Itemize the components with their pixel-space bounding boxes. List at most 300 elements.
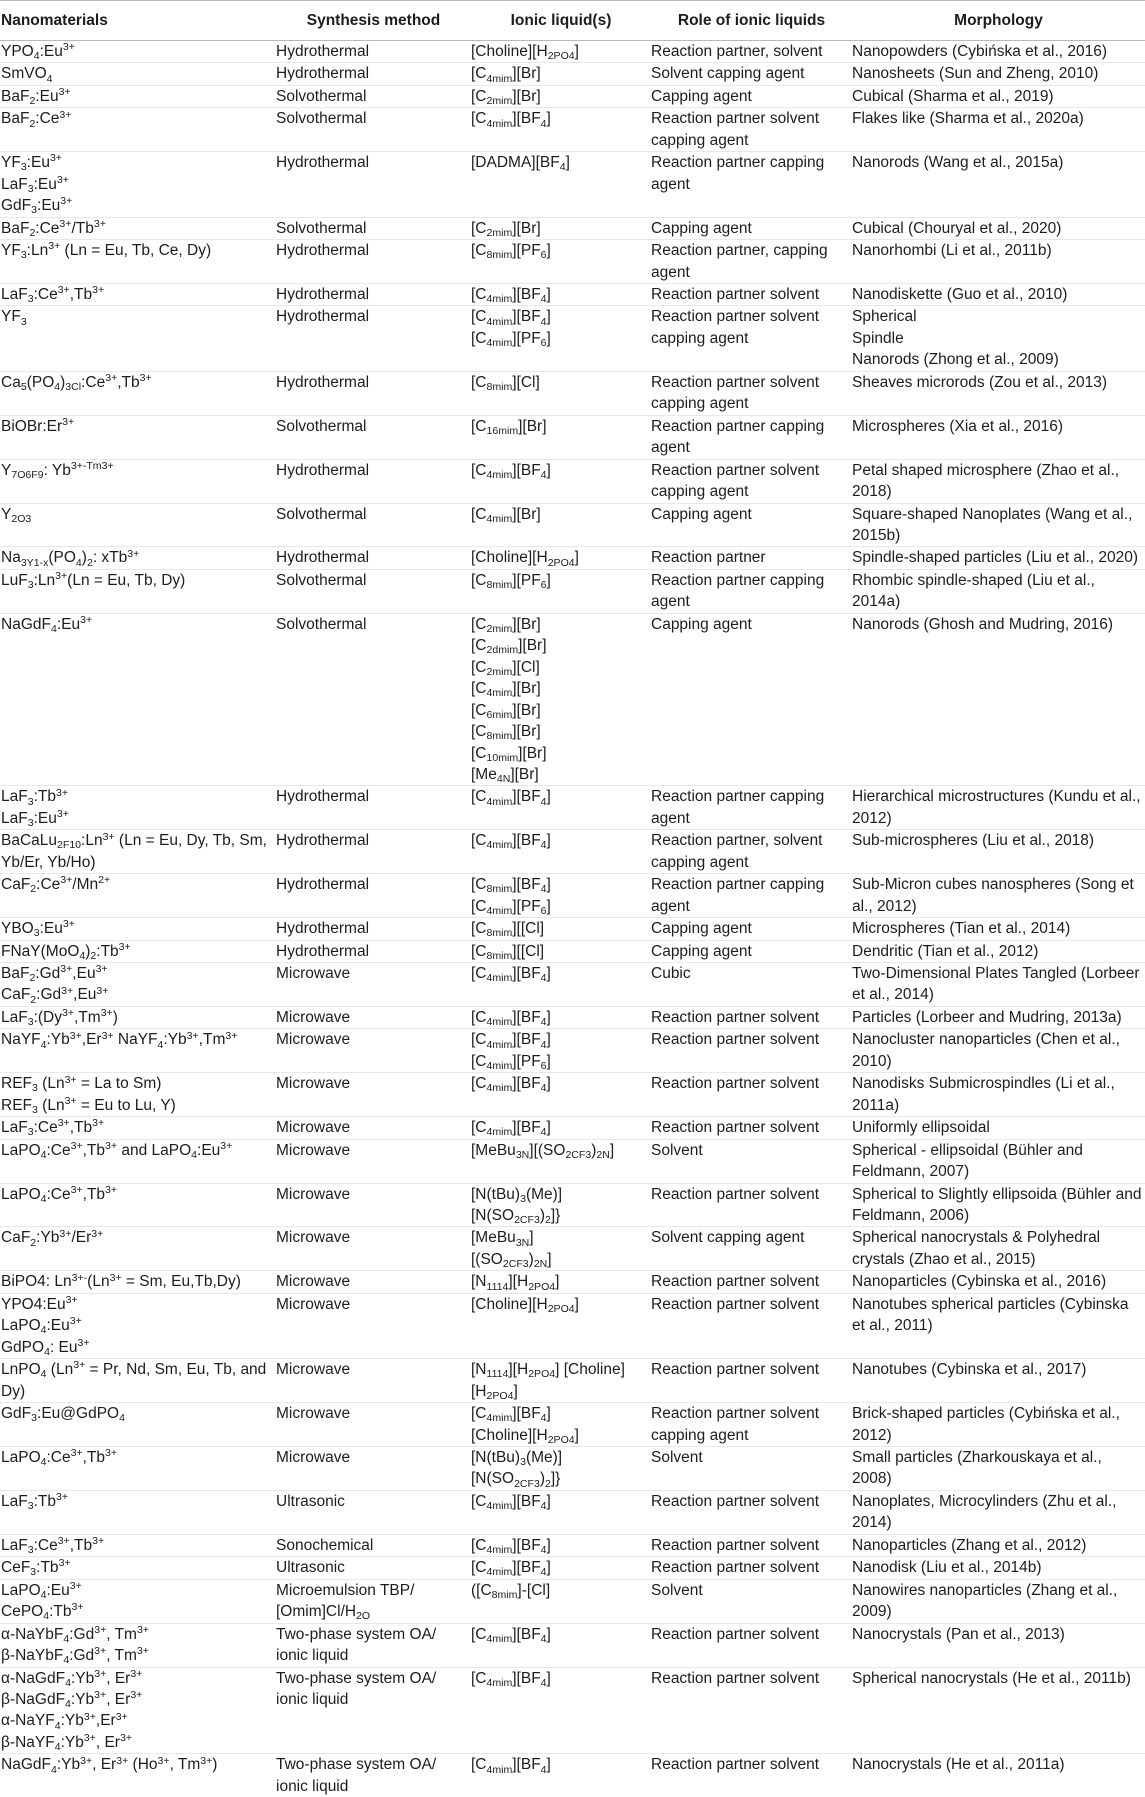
- cell-morphology: [852, 85, 1145, 107]
- cell-ionic-liquid-line: $[Choline][H_{2PO4}]$: [471, 1425, 651, 1446]
- cell-synthesis-method: [276, 1271, 471, 1293]
- cell-ionic-liquid-line: $[C_{4mim}][PF_6]$: [471, 1051, 651, 1072]
- cell-nanomaterial-line: $LaF_3:Ce^{3+},Tb^{3+}$: [1, 1117, 272, 1138]
- table-row: [0, 1579, 1145, 1623]
- cell-synthesis-method-line: Hydrothermal: [276, 372, 471, 393]
- cell-role-line: Reaction partner solvent: [651, 1359, 852, 1380]
- cell-morphology-line: Nanorhombi (Li et al., 2011b): [852, 240, 1145, 261]
- table-row: [0, 371, 1145, 415]
- cell-synthesis-method-line: Microwave: [276, 1359, 471, 1380]
- cell-morphology: [852, 108, 1145, 152]
- cell-synthesis-method-line: Hydrothermal: [276, 830, 471, 851]
- cell-nanomaterial-line: $CeF_3:Tb^{3+}$: [1, 1557, 272, 1578]
- table-row: [0, 1139, 1145, 1183]
- cell-role: [651, 240, 852, 284]
- cell-morphology-line: Small particles (Zharkouskaya et al., 2008): [852, 1447, 1145, 1490]
- cell-morphology: [852, 1227, 1145, 1271]
- cell-role: [651, 1271, 852, 1293]
- cell-role: [651, 1139, 852, 1183]
- cell-nanomaterial-line: $BaF_2:Eu^{3+}$: [1, 86, 272, 107]
- cell-morphology: [852, 547, 1145, 569]
- cell-role-line: Capping agent: [651, 941, 852, 962]
- cell-ionic-liquid: [471, 1490, 651, 1534]
- cell-synthesis-method: [276, 1006, 471, 1028]
- cell-synthesis-method: [276, 1117, 471, 1139]
- cell-morphology: [852, 1271, 1145, 1293]
- cell-role-line: Reaction partner solvent: [651, 1624, 852, 1645]
- cell-nanomaterial: [0, 613, 276, 786]
- cell-morphology: [852, 569, 1145, 613]
- cell-morphology: [852, 63, 1145, 85]
- cell-role: [651, 41, 852, 63]
- cell-role: [651, 1359, 852, 1403]
- table-row: [0, 613, 1145, 786]
- cell-synthesis-method-line: Microwave: [276, 1447, 471, 1468]
- cell-morphology-line: Particles (Lorbeer and Mudring, 2013a): [852, 1007, 1145, 1028]
- cell-morphology: [852, 152, 1145, 217]
- cell-nanomaterial: [0, 569, 276, 613]
- table-row: [0, 85, 1145, 107]
- cell-morphology: [852, 874, 1145, 918]
- table-row: [0, 1183, 1145, 1227]
- cell-role: [651, 1447, 852, 1491]
- cell-role-line: Capping agent: [651, 614, 852, 635]
- cell-morphology-line: Nanoplates, Microcylinders (Zhu et al., 2014): [852, 1491, 1145, 1534]
- cell-role-line: Reaction partner solvent: [651, 1294, 852, 1315]
- cell-role: [651, 1006, 852, 1028]
- cell-role-line: Capping agent: [651, 918, 852, 939]
- cell-synthesis-method-line: Microemulsion TBP/ $[Omim]Cl/H_{2O}$: [276, 1580, 471, 1623]
- cell-nanomaterial: [0, 283, 276, 305]
- cell-synthesis-method-line: Sonochemical: [276, 1535, 471, 1556]
- cell-morphology: [852, 1073, 1145, 1117]
- cell-synthesis-method: [276, 85, 471, 107]
- cell-role: [651, 1579, 852, 1623]
- cell-morphology: [852, 306, 1145, 371]
- cell-ionic-liquid-line: $[N_{1114}][H_{2PO4}]$ [Choline]: [471, 1359, 651, 1380]
- cell-synthesis-method-line: Hydrothermal: [276, 41, 471, 62]
- cell-role-line: Reaction partner capping agent: [651, 786, 852, 829]
- cell-morphology-line: Spindle: [852, 328, 1145, 349]
- cell-role: [651, 1623, 852, 1667]
- cell-role-line: Reaction partner capping agent: [651, 570, 852, 613]
- cell-morphology: [852, 1183, 1145, 1227]
- cell-synthesis-method: [276, 152, 471, 217]
- cell-nanomaterial-line: LnPO$_4$ ($Ln^{3+} = Pr$, Nd, Sm, Eu, Tb, and Dy): [1, 1359, 272, 1402]
- cell-ionic-liquid: [471, 1447, 651, 1491]
- cell-role: [651, 1490, 852, 1534]
- table-row: [0, 1403, 1145, 1447]
- cell-synthesis-method: [276, 1227, 471, 1271]
- cell-ionic-liquid-line: $[N(tBu)_3(Me)]$: [471, 1447, 651, 1468]
- cell-ionic-liquid: [471, 1117, 651, 1139]
- cell-ionic-liquid: [471, 41, 651, 63]
- cell-ionic-liquid-line: $[C_{4mim}][BF_4]$: [471, 460, 651, 481]
- cell-nanomaterial: [0, 1359, 276, 1403]
- table-row: [0, 240, 1145, 284]
- table-row: [0, 152, 1145, 217]
- cell-synthesis-method-line: Microwave: [276, 1007, 471, 1028]
- cell-morphology: [852, 283, 1145, 305]
- cell-synthesis-method: [276, 1579, 471, 1623]
- cell-synthesis-method-line: Two-phase system OA/ ionic liquid: [276, 1754, 471, 1797]
- cell-ionic-liquid-line: $[C_{4mim}][BF_4]$: [471, 1007, 651, 1028]
- table-row: [0, 1534, 1145, 1556]
- cell-ionic-liquid-line: $[(SO_{2CF3})_{2N}]$: [471, 1249, 651, 1270]
- cell-role: [651, 85, 852, 107]
- cell-morphology: [852, 830, 1145, 874]
- cell-role-line: Reaction partner solvent capping agent: [651, 372, 852, 415]
- cell-morphology: [852, 1359, 1145, 1403]
- cell-nanomaterial-line: $LuF_3:Ln^{3+}(Ln = Eu$, Tb, Dy): [1, 570, 272, 591]
- cell-morphology: [852, 963, 1145, 1007]
- cell-morphology-line: Spindle-shaped particles (Liu et al., 2020): [852, 547, 1145, 568]
- cell-morphology: [852, 1117, 1145, 1139]
- table-row: [0, 459, 1145, 503]
- cell-role: [651, 503, 852, 547]
- cell-ionic-liquid-line: $[C_{8mim}][BF_4]$: [471, 874, 651, 895]
- cell-synthesis-method: [276, 1447, 471, 1491]
- cell-ionic-liquid: [471, 1623, 651, 1667]
- cell-ionic-liquid: [471, 963, 651, 1007]
- cell-role-line: Reaction partner solvent: [651, 1073, 852, 1094]
- table-row: [0, 1359, 1145, 1403]
- cell-nanomaterial: [0, 1557, 276, 1579]
- cell-ionic-liquid-line: $[C_{2dmim}][Br]$: [471, 635, 651, 656]
- cell-morphology-line: Uniformly ellipsoidal: [852, 1117, 1145, 1138]
- cell-nanomaterial-line: $LaF_3:Ce^{3+},Tb^{3+}$: [1, 1535, 272, 1556]
- cell-morphology: [852, 371, 1145, 415]
- cell-morphology-line: Microspheres (Tian et al., 2014): [852, 918, 1145, 939]
- cell-synthesis-method-line: Hydrothermal: [276, 460, 471, 481]
- cell-nanomaterial-line: $LaPO_4:Ce^{3+},Tb^{3+}$ and $LaPO_4:Eu^{3+}$: [1, 1140, 272, 1161]
- cell-synthesis-method: [276, 940, 471, 962]
- cell-ionic-liquid-line: $[C_{4mim}][PF_6]$: [471, 328, 651, 349]
- cell-morphology-line: Nanotubes spherical particles (Cybinska et al., 2011): [852, 1294, 1145, 1337]
- cell-morphology: [852, 1754, 1145, 1797]
- cell-morphology: [852, 1579, 1145, 1623]
- cell-synthesis-method-line: Hydrothermal: [276, 786, 471, 807]
- cell-role-line: Reaction partner solvent capping agent: [651, 460, 852, 503]
- cell-nanomaterial: [0, 963, 276, 1007]
- cell-nanomaterial-line: $NaYF_4:Yb^{3+},Er^{3+}$ $NaYF_4:Yb^{3+},Tm^{3+}$: [1, 1029, 272, 1050]
- cell-nanomaterial: [0, 1293, 276, 1358]
- cell-nanomaterial: [0, 1227, 276, 1271]
- cell-nanomaterial-line: $CaF_2:Gd^{3+},Eu^{3+}$: [1, 984, 272, 1005]
- cell-synthesis-method: [276, 1029, 471, 1073]
- cell-ionic-liquid-line: $[Choline][H_{2PO4}]$: [471, 41, 651, 62]
- cell-morphology-line: Nanoparticles (Cybinska et al., 2016): [852, 1271, 1145, 1292]
- cell-nanomaterial-line: $YPO4:Eu^{3+}$: [1, 1294, 272, 1315]
- cell-synthesis-method: [276, 1534, 471, 1556]
- cell-synthesis-method: [276, 240, 471, 284]
- cell-morphology-line: Microspheres (Xia et al., 2016): [852, 416, 1145, 437]
- cell-synthesis-method: [276, 108, 471, 152]
- cell-nanomaterial-line: $\beta-NaYF_4:Yb^{3+}$, $Er^{3+}$: [1, 1732, 272, 1753]
- cell-role-line: Reaction partner solvent: [651, 284, 852, 305]
- cell-nanomaterial-line: $CaF_2:Ce^{3+}/Mn^{2+}$: [1, 874, 272, 895]
- cell-synthesis-method-line: Solvothermal: [276, 86, 471, 107]
- cell-role-line: Reaction partner solvent: [651, 1557, 852, 1578]
- cell-nanomaterial: [0, 217, 276, 239]
- cell-morphology-line: Cubical (Sharma et al., 2019): [852, 86, 1145, 107]
- cell-synthesis-method-line: Hydrothermal: [276, 63, 471, 84]
- cell-ionic-liquid-line: ($[C_{8mim}]-[Cl]$: [471, 1580, 651, 1601]
- cell-nanomaterial-line: $YF_3:Eu^{3+}$: [1, 152, 272, 173]
- cell-role-line: Reaction partner solvent: [651, 1007, 852, 1028]
- cell-morphology-line: Nanoparticles (Zhang et al., 2012): [852, 1535, 1145, 1556]
- cell-ionic-liquid-line: $[C_{4mim}][BF_4]$: [471, 1624, 651, 1645]
- cell-nanomaterial-line: $Ca_5(PO_4)_{3Cl}:Ce^{3+},Tb^{3+}$: [1, 372, 272, 393]
- cell-role: [651, 569, 852, 613]
- header-nanomaterials: Nanomaterials: [0, 1, 276, 41]
- cell-nanomaterial: [0, 85, 276, 107]
- cell-role-line: Solvent: [651, 1447, 852, 1468]
- cell-role: [651, 1754, 852, 1797]
- cell-nanomaterial-line: $NaGdF_4:Yb^{3+}$, $Er^{3+}$ ($Ho^{3+}$, $Tm^{3+}$): [1, 1754, 272, 1775]
- cell-role: [651, 963, 852, 1007]
- cell-role: [651, 830, 852, 874]
- table-row: [0, 874, 1145, 918]
- cell-morphology: [852, 1623, 1145, 1667]
- cell-nanomaterial: [0, 1073, 276, 1117]
- cell-ionic-liquid-line: $[H_{2PO4}]$: [471, 1381, 651, 1402]
- cell-nanomaterial-line: $BiOBr:Er^{3+}$: [1, 416, 272, 437]
- cell-ionic-liquid-line: $[C_{4mim}][BF_4]$: [471, 1029, 651, 1050]
- cell-role: [651, 547, 852, 569]
- cell-synthesis-method-line: Solvothermal: [276, 570, 471, 591]
- cell-ionic-liquid-line: $[Me_{4N}][Br]$: [471, 764, 651, 785]
- cell-morphology-line: Flakes like (Sharma et al., 2020a): [852, 108, 1145, 129]
- table-row: [0, 963, 1145, 1007]
- cell-role-line: Reaction partner, capping agent: [651, 240, 852, 283]
- cell-role-line: Solvent: [651, 1580, 852, 1601]
- cell-role: [651, 940, 852, 962]
- cell-morphology-line: Nanotubes (Cybinska et al., 2017): [852, 1359, 1145, 1380]
- cell-ionic-liquid-line: $[C_{4mim}][BF_4]$: [471, 306, 651, 327]
- cell-nanomaterial: [0, 1579, 276, 1623]
- cell-synthesis-method-line: Two-phase system OA/ ionic liquid: [276, 1624, 471, 1667]
- cell-ionic-liquid-line: $[C_{10mim}][Br]$: [471, 743, 651, 764]
- cell-nanomaterial: [0, 371, 276, 415]
- cell-nanomaterial: [0, 1271, 276, 1293]
- table-row: [0, 503, 1145, 547]
- cell-ionic-liquid-line: $[C_{8mim}][[Cl]$: [471, 918, 651, 939]
- cell-synthesis-method: [276, 874, 471, 918]
- cell-nanomaterial-line: $Y_{2O3}$: [1, 504, 272, 525]
- cell-synthesis-method: [276, 1403, 471, 1447]
- cell-role-line: Reaction partner, solvent capping agent: [651, 830, 852, 873]
- cell-ionic-liquid-line: $[C_{8mim}][[Cl]$: [471, 941, 651, 962]
- cell-role: [651, 1183, 852, 1227]
- cell-synthesis-method: [276, 1557, 471, 1579]
- cell-nanomaterial: [0, 1490, 276, 1534]
- cell-role-line: Reaction partner solvent: [651, 1668, 852, 1689]
- cell-nanomaterial-line: $LaPO_4:Eu^{3+}$: [1, 1580, 272, 1601]
- cell-role: [651, 1403, 852, 1447]
- cell-synthesis-method: [276, 918, 471, 940]
- cell-ionic-liquid: [471, 1073, 651, 1117]
- cell-role-line: Capping agent: [651, 504, 852, 525]
- cell-synthesis-method: [276, 786, 471, 830]
- cell-synthesis-method-line: Hydrothermal: [276, 547, 471, 568]
- cell-ionic-liquid: [471, 786, 651, 830]
- cell-role-line: Reaction partner: [651, 547, 852, 568]
- table-body: [0, 41, 1145, 1797]
- cell-nanomaterial: [0, 415, 276, 459]
- cell-role-line: Reaction partner solvent capping agent: [651, 1403, 852, 1446]
- cell-morphology-line: Spherical nanocrystals & Polyhedral crystals (Zhao et al., 2015): [852, 1227, 1145, 1270]
- cell-synthesis-method: [276, 1183, 471, 1227]
- cell-ionic-liquid-line: $[C_{4mim}][BF_4]$: [471, 1117, 651, 1138]
- cell-morphology-line: Nanocrystals (He et al., 2011a): [852, 1754, 1145, 1775]
- table-row: [0, 1490, 1145, 1534]
- cell-nanomaterial-line: $LaF_3:Ce^{3+},Tb^{3+}$: [1, 284, 272, 305]
- table-row: [0, 1447, 1145, 1491]
- cell-morphology-line: Square-shaped Nanoplates (Wang et al., 2015b): [852, 504, 1145, 547]
- cell-ionic-liquid: [471, 459, 651, 503]
- cell-role: [651, 786, 852, 830]
- cell-nanomaterial: [0, 1447, 276, 1491]
- cell-nanomaterial: [0, 41, 276, 63]
- cell-synthesis-method-line: Microwave: [276, 1029, 471, 1050]
- cell-role: [651, 1534, 852, 1556]
- cell-ionic-liquid-line: $[C_{2mim}][Br]$: [471, 614, 651, 635]
- cell-role-line: Reaction partner solvent: [651, 1029, 852, 1050]
- cell-nanomaterial-line: $LaPO_4:Ce^{3+},Tb^{3+}$: [1, 1184, 272, 1205]
- cell-morphology-line: Spherical - ellipsoidal (Bühler and Feldmann, 2007): [852, 1140, 1145, 1183]
- cell-nanomaterial-line: $GdF_3:Eu^{3+}$: [1, 195, 272, 216]
- cell-role-line: Reaction partner solvent: [651, 1117, 852, 1138]
- cell-nanomaterial-line: $LaF_3:Tb^{3+}$: [1, 786, 272, 807]
- header-morphology: Morphology: [852, 1, 1145, 41]
- cell-nanomaterial-line: $YPO_4:Eu^{3+}$: [1, 41, 272, 62]
- cell-synthesis-method: [276, 415, 471, 459]
- cell-synthesis-method-line: Solvothermal: [276, 416, 471, 437]
- table-row: [0, 1271, 1145, 1293]
- cell-ionic-liquid-line: $[Choline][H_{2PO4}]$: [471, 1294, 651, 1315]
- cell-nanomaterial-line: $CePO_4:Tb^{3+}$: [1, 1601, 272, 1622]
- cell-ionic-liquid: [471, 1227, 651, 1271]
- cell-role-line: Reaction partner solvent capping agent: [651, 306, 852, 349]
- cell-ionic-liquid: [471, 371, 651, 415]
- cell-morphology-line: Rhombic spindle-shaped (Liu et al., 2014a): [852, 570, 1145, 613]
- cell-nanomaterial-line: $LaPO_4:Eu^{3+}$: [1, 1315, 272, 1336]
- cell-nanomaterial: [0, 1183, 276, 1227]
- cell-nanomaterial-line: SmVO$_4$: [1, 63, 272, 84]
- cell-morphology-line: Brick-shaped particles (Cybińska et al., 2012): [852, 1403, 1145, 1446]
- cell-ionic-liquid: [471, 108, 651, 152]
- cell-synthesis-method: [276, 1359, 471, 1403]
- table-row: [0, 1006, 1145, 1028]
- cell-role-line: Reaction partner capping agent: [651, 416, 852, 459]
- cell-nanomaterial: [0, 940, 276, 962]
- cell-nanomaterial: [0, 1754, 276, 1797]
- cell-role: [651, 283, 852, 305]
- cell-synthesis-method-line: Hydrothermal: [276, 152, 471, 173]
- cell-nanomaterial: [0, 503, 276, 547]
- cell-ionic-liquid-line: $[C_{8mim}][PF_6]$: [471, 240, 651, 261]
- table-row: [0, 63, 1145, 85]
- cell-ionic-liquid: [471, 940, 651, 962]
- cell-morphology: [852, 1557, 1145, 1579]
- cell-ionic-liquid-line: $[C_{8mim}][PF_6]$: [471, 570, 651, 591]
- cell-role-line: Solvent capping agent: [651, 63, 852, 84]
- table-row: [0, 415, 1145, 459]
- cell-morphology-line: Nanodisks Submicrospindles (Li et al., 2011a): [852, 1073, 1145, 1116]
- cell-ionic-liquid-line: $[C_{4mim}][BF_4]$: [471, 1754, 651, 1775]
- cell-morphology: [852, 1293, 1145, 1358]
- cell-synthesis-method: [276, 306, 471, 371]
- cell-morphology-line: Hierarchical microstructures (Kundu et al., 2012): [852, 786, 1145, 829]
- cell-morphology: [852, 1029, 1145, 1073]
- cell-role-line: Reaction partner solvent: [651, 1491, 852, 1512]
- cell-morphology: [852, 217, 1145, 239]
- cell-synthesis-method: [276, 371, 471, 415]
- cell-nanomaterial-line: $LaF_3:Eu^{3+}$: [1, 808, 272, 829]
- cell-synthesis-method-line: Microwave: [276, 1227, 471, 1248]
- cell-ionic-liquid: [471, 152, 651, 217]
- table-row: [0, 1029, 1145, 1073]
- cell-morphology-line: Sub-microspheres (Liu et al., 2018): [852, 830, 1145, 851]
- cell-synthesis-method-line: Hydrothermal: [276, 284, 471, 305]
- header-row: [0, 1, 1145, 41]
- cell-role: [651, 306, 852, 371]
- table-row: [0, 569, 1145, 613]
- cell-role-line: Reaction partner, solvent: [651, 41, 852, 62]
- cell-ionic-liquid: [471, 415, 651, 459]
- table-row: [0, 1117, 1145, 1139]
- cell-role-line: Reaction partner solvent: [651, 1271, 852, 1292]
- cell-nanomaterial-line: BiPO4: $Ln^{3+-}(Ln^{3+} = Sm$, Eu,Tb,Dy): [1, 1271, 272, 1292]
- cell-morphology-line: Cubical (Chouryal et al., 2020): [852, 218, 1145, 239]
- cell-synthesis-method: [276, 41, 471, 63]
- cell-nanomaterial: [0, 1006, 276, 1028]
- cell-ionic-liquid: [471, 874, 651, 918]
- cell-nanomaterial: [0, 152, 276, 217]
- cell-morphology: [852, 240, 1145, 284]
- cell-morphology-line: Nanowires nanoparticles (Zhang et al., 2009): [852, 1580, 1145, 1623]
- cell-nanomaterial-line: $REF_3$ ($Ln^{3+} = Eu$ to Lu, Y): [1, 1095, 272, 1116]
- cell-morphology-line: Nanopowders (Cybińska et al., 2016): [852, 41, 1145, 62]
- cell-role-line: Reaction partner capping agent: [651, 874, 852, 917]
- cell-synthesis-method: [276, 217, 471, 239]
- cell-nanomaterial-line: $\alpha-NaGdF_4:Yb^{3+}$, $Er^{3+}$: [1, 1668, 272, 1689]
- cell-ionic-liquid: [471, 1006, 651, 1028]
- cell-role-line: Cubic: [651, 963, 852, 984]
- cell-nanomaterial: [0, 874, 276, 918]
- cell-morphology-line: Nanodisk (Liu et al., 2014b): [852, 1557, 1145, 1578]
- cell-nanomaterial-line: $NaGdF_4:Eu^{3+}$: [1, 614, 272, 635]
- cell-nanomaterial-line: $CaF_2:Yb^{3+}/Er^{3+}$: [1, 1227, 272, 1248]
- cell-role: [651, 459, 852, 503]
- cell-synthesis-method-line: Hydrothermal: [276, 240, 471, 261]
- table-row: [0, 1754, 1145, 1797]
- cell-synthesis-method: [276, 503, 471, 547]
- cell-role: [651, 415, 852, 459]
- cell-morphology-line: Petal shaped microsphere (Zhao et al., 2018): [852, 460, 1145, 503]
- cell-nanomaterial-line: $Na_{3Y1-x}(PO_4)_2$: xTb$^{3+}$: [1, 547, 272, 568]
- cell-synthesis-method: [276, 963, 471, 1007]
- cell-role-line: Solvent: [651, 1140, 852, 1161]
- cell-nanomaterial: [0, 306, 276, 371]
- cell-nanomaterial: [0, 240, 276, 284]
- cell-synthesis-method-line: Solvothermal: [276, 504, 471, 525]
- cell-morphology: [852, 459, 1145, 503]
- cell-synthesis-method-line: Ultrasonic: [276, 1557, 471, 1578]
- cell-ionic-liquid: [471, 918, 651, 940]
- cell-synthesis-method: [276, 569, 471, 613]
